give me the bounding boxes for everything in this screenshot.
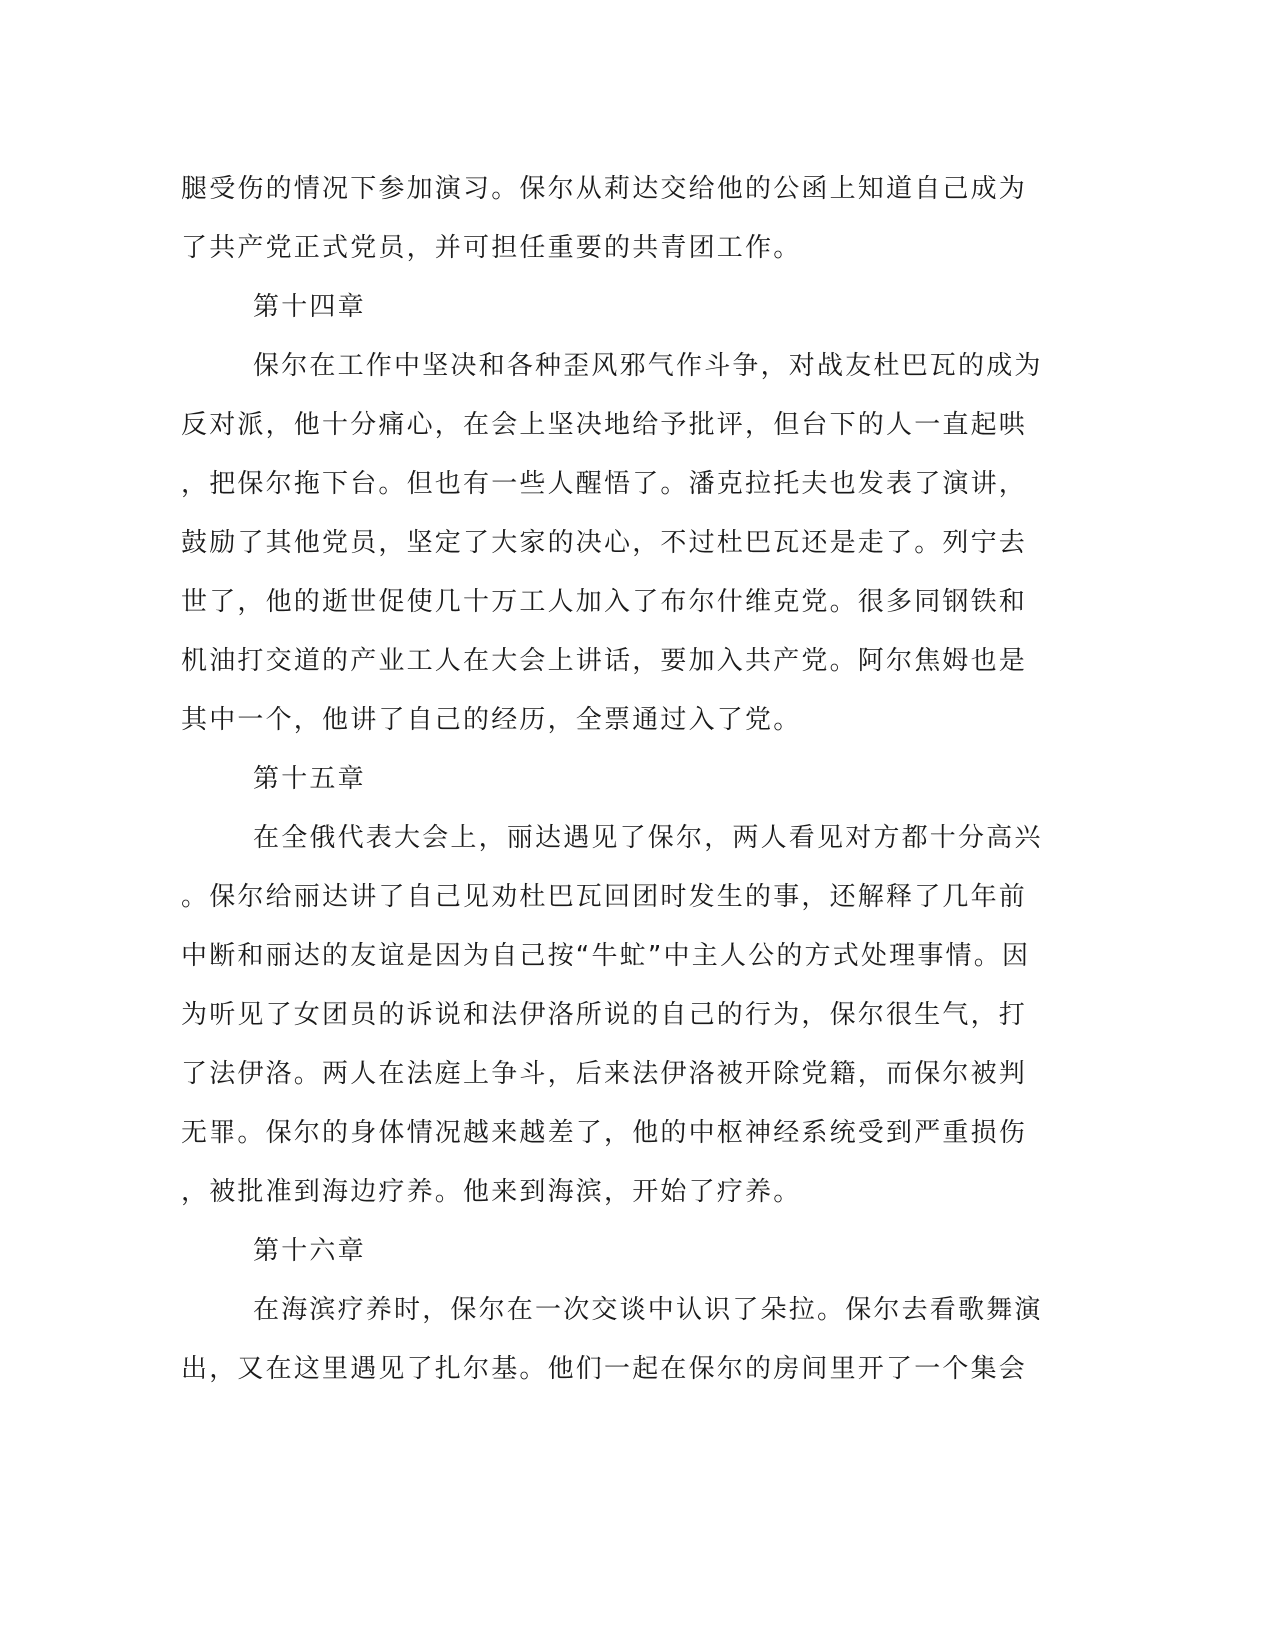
paragraph-first-line: 保尔在工作中坚决和各种歪风邪气作斗争，对战友杜巴瓦的成为 — [253, 351, 1043, 381]
chapter-heading: 第十五章 — [253, 764, 366, 794]
paragraph-first-line: 在海滨疗养时，保尔在一次交谈中认识了朵拉。保尔去看歌舞演 — [253, 1295, 1043, 1325]
text-line: ，把保尔拖下台。但也有一些人醒悟了。潘克拉托夫也发表了演讲， — [181, 469, 1028, 499]
text-line: 机油打交道的产业工人在大会上讲话，要加入共产党。阿尔焦姆也是 — [181, 646, 1028, 676]
text-line: 反对派，他十分痛心，在会上坚决地给予批评，但台下的人一直起哄 — [181, 410, 1028, 440]
text-line: 中断和丽达的友谊是因为自己按“牛虻”中主人公的方式处理事情。因 — [181, 941, 1031, 971]
text-line: 了共产党正式党员，并可担任重要的共青团工作。 — [181, 233, 802, 263]
text-line: 世了，他的逝世促使几十万工人加入了布尔什维克党。很多同钢铁和 — [181, 587, 1028, 617]
text-line: 腿受伤的情况下参加演习。保尔从莉达交给他的公函上知道自己成为 — [181, 174, 1028, 204]
text-line: 出，又在这里遇见了扎尔基。他们一起在保尔的房间里开了一个集会 — [181, 1354, 1028, 1384]
text-line: 其中一个，他讲了自己的经历，全票通过入了党。 — [181, 705, 802, 735]
document-body — [181, 160, 1041, 1399]
text-line: 无罪。保尔的身体情况越来越差了，他的中枢神经系统受到严重损伤 — [181, 1118, 1028, 1148]
text-line: 鼓励了其他党员，坚定了大家的决心，不过杜巴瓦还是走了。列宁去 — [181, 528, 1028, 558]
paragraph-first-line: 在全俄代表大会上，丽达遇见了保尔，两人看见对方都十分高兴 — [253, 823, 1043, 853]
text-line: 。保尔给丽达讲了自己见劝杜巴瓦回团时发生的事，还解释了几年前 — [181, 882, 1028, 912]
chapter-heading: 第十四章 — [253, 292, 366, 322]
text-line: ，被批准到海边疗养。他来到海滨，开始了疗养。 — [181, 1177, 802, 1207]
text-line: 了法伊洛。两人在法庭上争斗，后来法伊洛被开除党籍，而保尔被判 — [181, 1059, 1028, 1089]
text-line: 为听见了女团员的诉说和法伊洛所说的自己的行为，保尔很生气，打 — [181, 1000, 1028, 1030]
chapter-heading: 第十六章 — [253, 1236, 366, 1266]
